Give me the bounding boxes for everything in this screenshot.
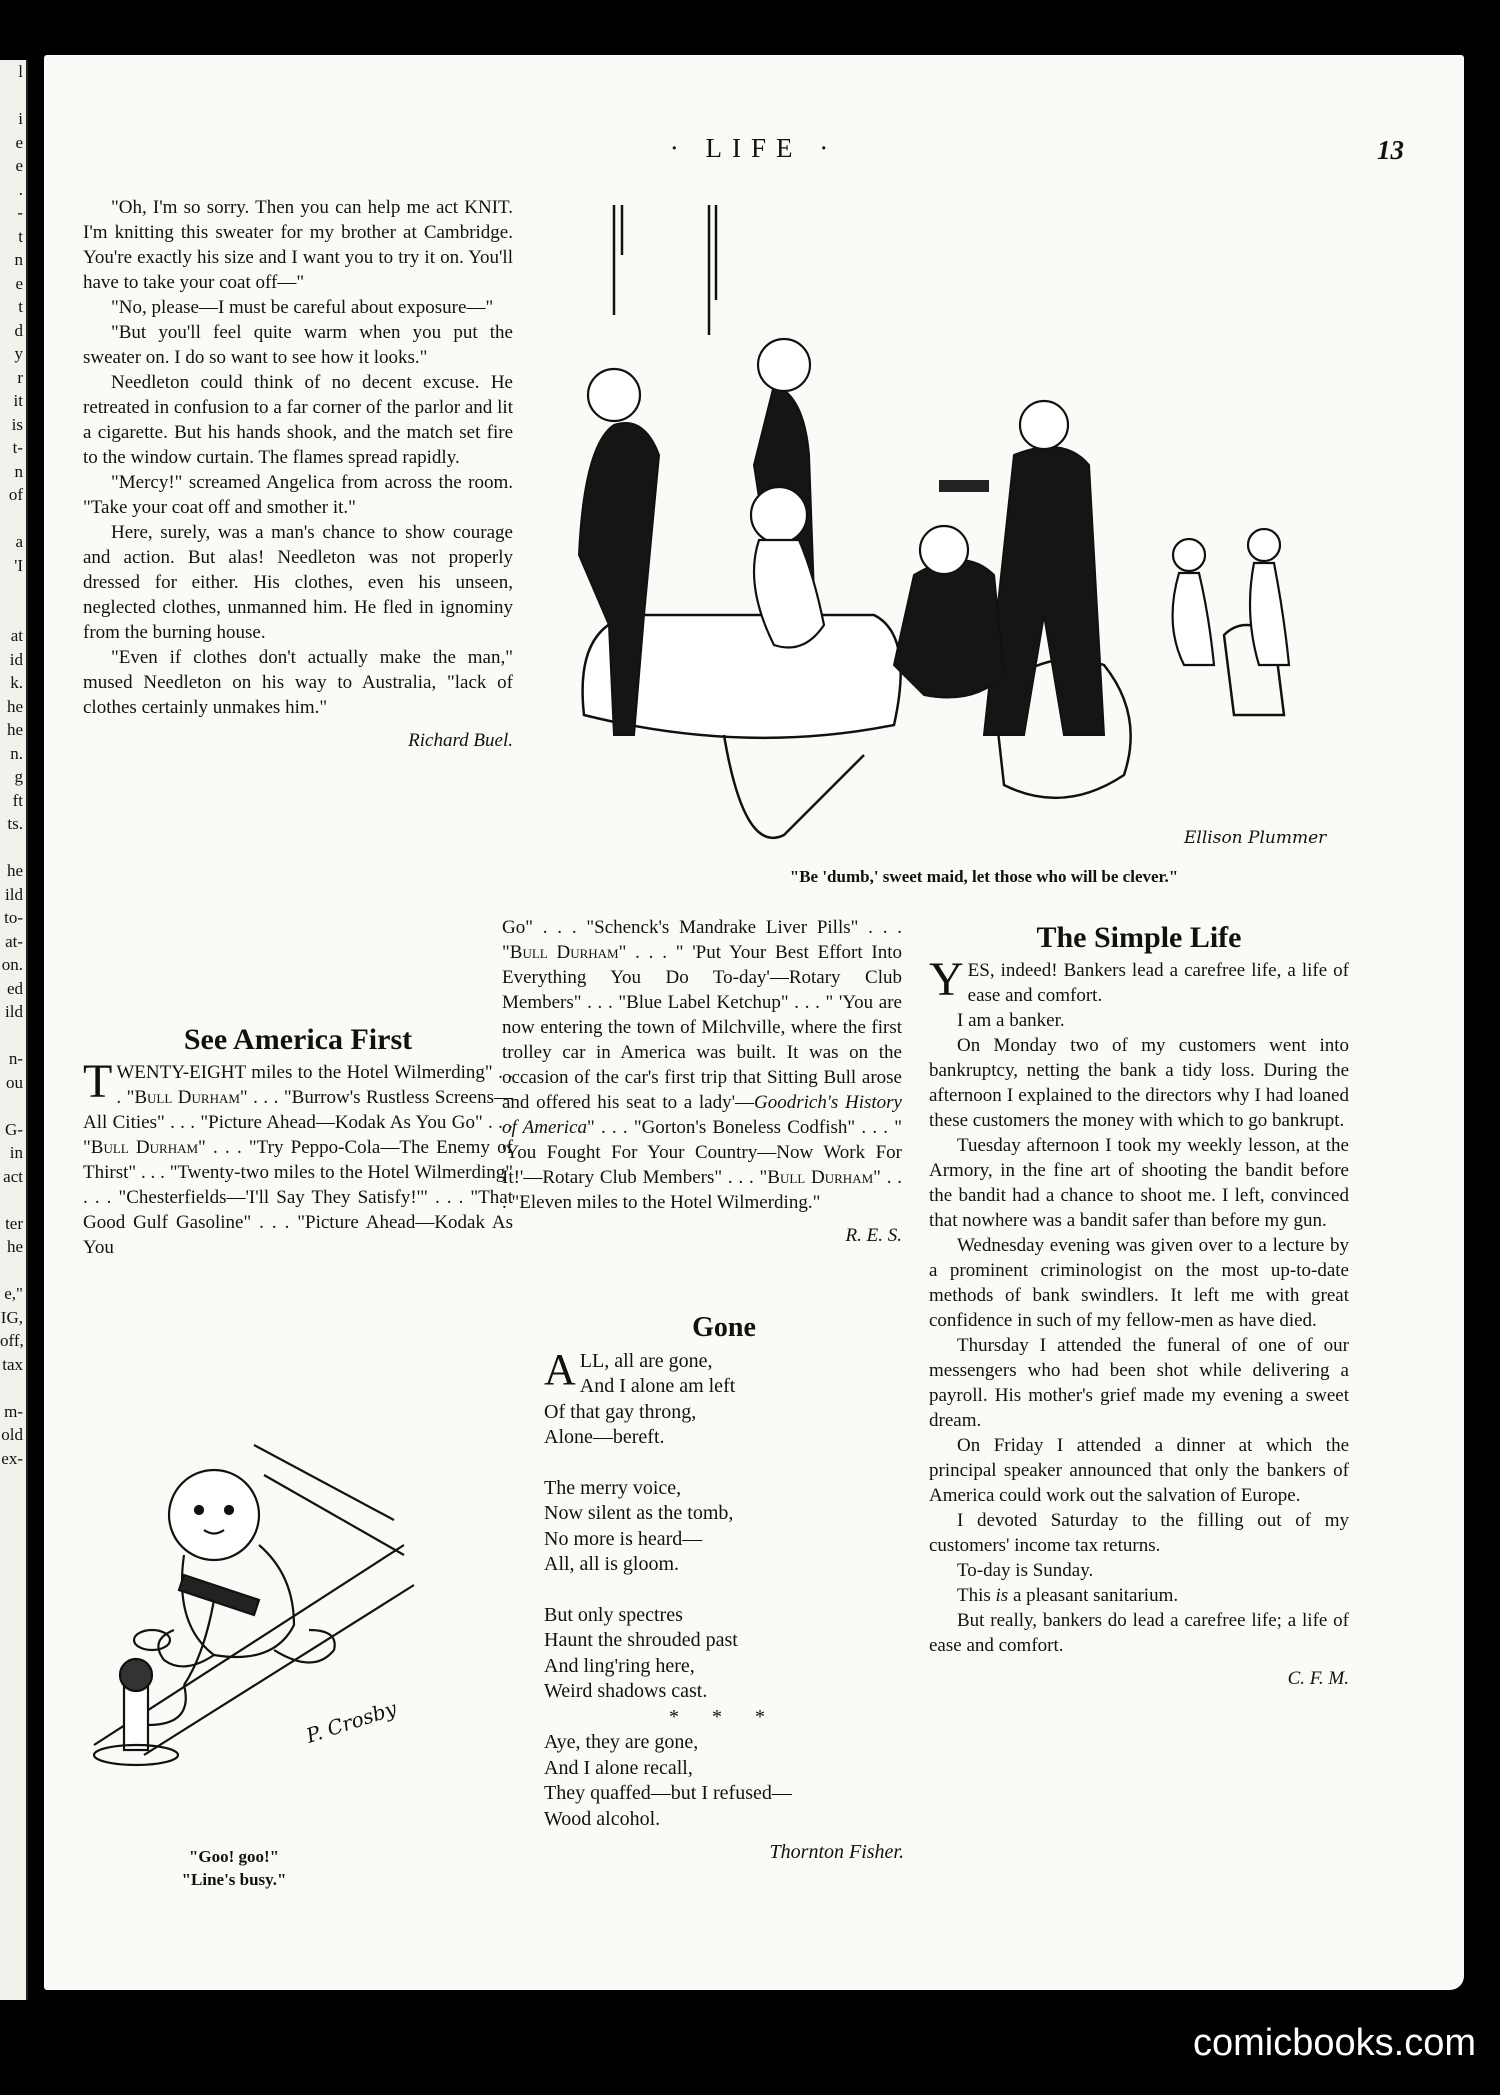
poem-stanza: But only spectres Haunt the shrouded past And ling'ring here, Weird shadows cast. xyxy=(544,1603,738,1702)
section-break: * * * xyxy=(669,1705,779,1728)
story-paragraph: "Mercy!" screamed Angelica from across the room. "Take your coat off and smother it." xyxy=(83,472,513,518)
margin-fragment: 'I xyxy=(14,555,23,575)
margin-fragment: ild xyxy=(5,1002,23,1021)
margin-fragment: n xyxy=(14,250,23,269)
margin-fragment: i xyxy=(18,109,23,128)
poem-stanza: ALL, all are gone, And I alone am left Of that gay throng, Alone—bereft. xyxy=(544,1344,736,1448)
poem-stanza: Aye, they are gone, And I alone recall, They quaffed—but I refused— Wood alcohol. xyxy=(544,1731,792,1830)
margin-fragment: tax xyxy=(2,1354,23,1374)
margin-fragment: a xyxy=(15,532,23,551)
story-signature: Richard Buel. xyxy=(408,730,513,751)
margin-fragment: he xyxy=(6,696,23,716)
margin-fragment xyxy=(0,507,26,531)
margin-fragment: act xyxy=(3,1166,23,1186)
margin-fragment: ed xyxy=(6,978,23,998)
baby-cartoon-caption: "Goo! goo!" "Line's busy." xyxy=(181,1847,287,1889)
article-paragraph: This is a pleasant sanitarium. xyxy=(957,1585,1179,1606)
see-america-first-continued: Go" . . . "Schenck's Mandrake Liver Pills" . . . "Bull Durham" . . . " 'Put Your Best Effort Into Everything You Do To-day'—Rotary Club Members" . . . "Blue Label Ketchup" . . . " 'You are now entering the town of Milchville, where the first trolley car in America was built. It was on the occasion of the car's first trip that Sitting Bull arose and offered his seat to a lady'—Goodrich's History of America" . . . "Gorton's Boneless Codfish" . . . " 'You Fought For Your Country—Now Work For It!'—Rotary Club Members" . . . "Bull Durham" . . . "Eleven miles to the Hotel Wilmerding." R. E. S. xyxy=(502,917,902,1246)
artist-signature: Ellison Plummer xyxy=(1184,828,1327,848)
margin-fragment: t xyxy=(18,297,23,316)
margin-fragment: e xyxy=(15,156,23,175)
story-paragraph: Needleton could think of no decent excuse. He retreated in confusion to a far corner of the parlor and lit a cigarette. But his hands shook, and the match set fire to the window curtain. The flames spread rapidly. xyxy=(83,372,513,468)
margin-fragment xyxy=(0,577,26,601)
margin-fragment: - xyxy=(17,203,23,222)
margin-fragment: on. xyxy=(1,955,23,974)
margin-fragment: IG, xyxy=(0,1307,23,1327)
margin-fragment: he xyxy=(6,1237,23,1256)
article-paragraph: On Monday two of my customers went into bankruptcy, netting the bank a tidy loss. During the afternoon I explained to the directors why I had loaned these customers the money with which to go bankrupt. xyxy=(929,1035,1349,1131)
margin-fragment: m- xyxy=(4,1401,23,1421)
article-signature: R. E. S. xyxy=(845,1225,902,1246)
margin-fragment: off, xyxy=(0,1331,24,1350)
watermark: comicbooks.com xyxy=(1193,2022,1476,2064)
artist-signature: P. Crosby xyxy=(303,1696,400,1748)
margin-fragment xyxy=(0,1188,26,1212)
article-paragraph: Thursday I attended the funeral of one of our messengers who had been shot while delivering a payroll. His mother's grief made my evening a sweet dream. xyxy=(929,1335,1349,1431)
margin-fragment: is xyxy=(11,414,23,434)
margin-fragment: k. xyxy=(10,673,23,692)
margin-fragment: G- xyxy=(5,1119,23,1139)
article-body: TWENTY-EIGHT miles to the Hotel Wilmerding" . . . "Bull Durham" . . . "Burrow's Rustless Screens—All Cities" . . . "Picture Ahead—Kodak As You Go" . . . "Bull Durham" . . . "Try Peppo-Cola—The Enemy of Thirst" . . . "Twenty-two miles to the Hotel Wilmerding" . . . "Chesterfields—'I'll Say They Satisfy!'" . . . "That Good Gulf Gasoline" . . . "Picture Ahead—Kodak As You xyxy=(83,1055,513,1258)
poem-title: Gone xyxy=(692,1312,756,1343)
margin-fragment: at xyxy=(10,626,23,645)
article-paragraph: Tuesday afternoon I took my weekly lesson, at the Armory, in the fine art of shooting the bandit before the bandit had a chance to shoot me. I left, convinced that nowhere was a bandit safer than before my gun. xyxy=(929,1135,1349,1231)
margin-fragment: r xyxy=(17,367,23,387)
margin-fragment xyxy=(0,1094,26,1118)
margin-fragment xyxy=(0,1024,26,1048)
margin-fragment: . xyxy=(18,179,23,199)
margin-fragment: old xyxy=(1,1425,23,1444)
story-paragraph: "But you'll feel quite warm when you put the sweater on. I do so want to see how it looks." xyxy=(83,322,513,368)
margin-fragment xyxy=(0,836,26,860)
margin-fragment: t- xyxy=(12,438,23,457)
margin-fragment: ter xyxy=(5,1213,23,1233)
margin-fragment: g xyxy=(14,767,23,786)
article-paragraph: I am a banker. xyxy=(957,1010,1065,1031)
drop-cap: A xyxy=(544,1344,576,1394)
article-signature: C. F. M. xyxy=(1287,1668,1349,1689)
margin-fragment: t xyxy=(18,226,23,246)
margin-fragment: y xyxy=(14,344,23,363)
margin-fragment xyxy=(0,1259,26,1283)
running-header: · LIFE · xyxy=(669,133,839,163)
baby-telephone-cartoon xyxy=(64,1425,424,1780)
previous-page-edge xyxy=(0,60,28,2000)
drop-cap: T xyxy=(83,1055,113,1108)
article-paragraph: YES, indeed! Bankers lead a carefree life, a life of ease and comfort. xyxy=(929,953,1349,1006)
margin-fragment: to- xyxy=(4,908,23,927)
margin-fragment: id xyxy=(9,649,23,669)
margin-fragment xyxy=(0,601,26,625)
margin-fragment: ex- xyxy=(1,1448,23,1468)
margin-fragment: e xyxy=(15,132,23,152)
margin-fragment: e xyxy=(15,273,23,293)
article-paragraph: Wednesday evening was given over to a lecture by a prominent criminologist on the most up-to-date methods of bank swindlers. It left me with great confidence in such of my fellow-men as have died. xyxy=(929,1235,1349,1331)
margin-fragment: he xyxy=(6,720,23,739)
story-paragraph: "Even if clothes don't actually make the man," mused Needleton on his way to Australia, "lack of clothes certainly unmakes him." xyxy=(83,647,513,718)
article-paragraph: I devoted Saturday to the filling out of my customers' income tax returns. xyxy=(929,1510,1349,1556)
margin-fragment: he xyxy=(6,861,23,880)
drop-cap: Y xyxy=(929,953,964,1006)
article-paragraph: But really, bankers do lead a carefree life; a life of ease and comfort. xyxy=(929,1610,1349,1656)
gone-poem xyxy=(544,1305,904,1866)
margin-fragment: in xyxy=(9,1143,23,1162)
margin-fragment: n. xyxy=(10,743,23,763)
poem-stanza: The merry voice, Now silent as the tomb, No more is heard— All, all is gloom. xyxy=(544,1476,734,1575)
story-paragraph: "No, please—I must be careful about exposure—" xyxy=(111,297,494,318)
see-america-first-article xyxy=(83,1017,513,1260)
margin-fragment: n- xyxy=(8,1049,23,1068)
margin-fragment: ft xyxy=(12,790,23,810)
page-number: 13 xyxy=(1377,135,1404,165)
margin-fragment: of xyxy=(8,485,23,504)
article-paragraph: On Friday I attended a dinner at which the principal speaker announced that only the bankers of America could work out the salvation of Europe. xyxy=(929,1435,1349,1506)
story-paragraph: "Oh, I'm so sorry. Then you can help me act KNIT. I'm knitting this sweater for my brother at Cambridge. You're exactly his size and I want you to try it on. You'll have to take your coat off—" xyxy=(83,197,513,293)
margin-fragment xyxy=(0,1376,26,1400)
article-paragraph: To-day is Sunday. xyxy=(957,1560,1094,1581)
margin-fragment: ild xyxy=(5,884,23,904)
simple-life-article xyxy=(929,915,1349,1691)
margin-fragment: l xyxy=(18,62,23,81)
margin-fragment: ou xyxy=(6,1072,23,1092)
magazine-page xyxy=(44,55,1464,1990)
margin-fragment xyxy=(0,84,26,108)
margin-fragment: n xyxy=(14,461,23,481)
margin-fragment: e," xyxy=(4,1284,23,1303)
margin-fragment: it xyxy=(13,391,23,410)
party-scene-cartoon xyxy=(544,195,1404,855)
story-paragraph: Here, surely, was a man's chance to show courage and action. But alas! Needleton was not properly dressed for either. His clothes, even his unseen, neglected clothes, unmanned him. He fled in ignominy from the burning house. xyxy=(83,522,513,643)
margin-fragment: d xyxy=(14,320,23,340)
article-title: See America First xyxy=(183,1023,413,1056)
story-conclusion xyxy=(83,195,513,753)
poem-signature: Thornton Fisher. xyxy=(769,1841,904,1863)
margin-fragment: at- xyxy=(5,931,23,951)
party-cartoon-caption: "Be 'dumb,' sweet maid, let those who will be clever." xyxy=(789,867,1179,886)
margin-fragment: ts. xyxy=(7,814,23,833)
article-title: The Simple Life xyxy=(1036,921,1242,954)
